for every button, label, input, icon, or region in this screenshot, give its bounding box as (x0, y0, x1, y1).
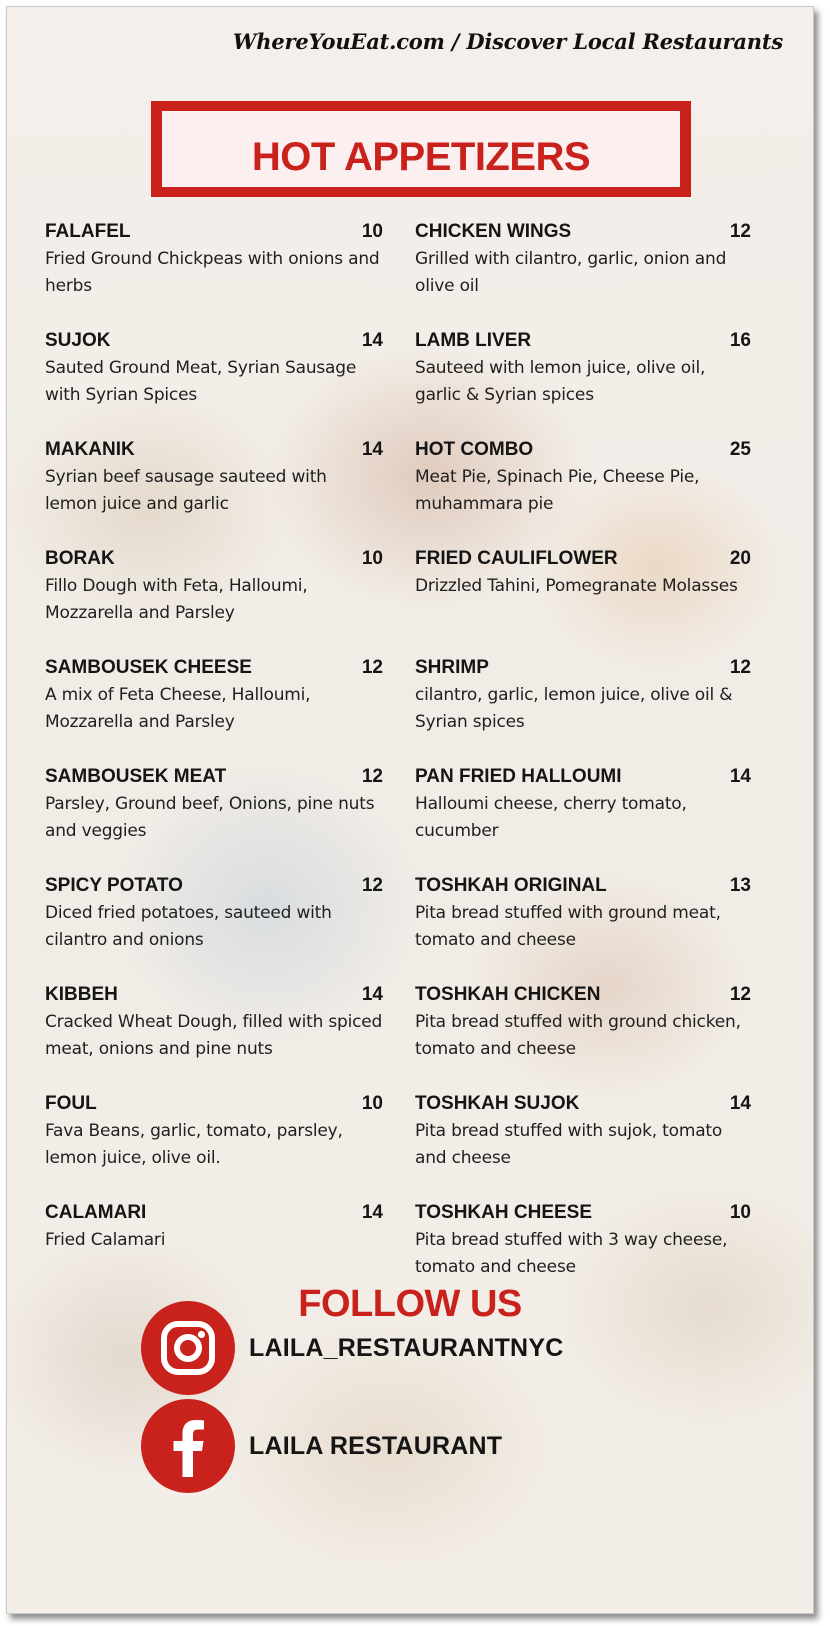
menu-item (45, 875, 383, 984)
item-price: 12 (361, 766, 383, 787)
item-name: KIBBEH (45, 984, 118, 1005)
menu-item (45, 221, 383, 330)
menu-item (415, 330, 751, 439)
instagram-link[interactable] (141, 1301, 563, 1395)
menu-item (415, 221, 751, 330)
item-description: Diced fried potatoes, sauteed with cilantro and onions (45, 903, 332, 950)
item-description: Pita bread stuffed with sujok, tomato and cheese (415, 1121, 723, 1168)
item-name: TOSHKAH CHEESE (415, 1202, 593, 1223)
item-description: Syrian beef sausage sauteed with lemon juice and garlic (45, 467, 327, 514)
item-name: SAMBOUSEK CHEESE (45, 657, 252, 678)
follow-us-heading: FOLLOW US (298, 1283, 522, 1325)
item-price: 14 (729, 766, 751, 787)
facebook-handle[interactable]: LAILA RESTAURANT (249, 1431, 503, 1460)
item-description: Sauted Ground Meat, Syrian Sausage with Syrian Spices (45, 358, 357, 405)
instagram-handle[interactable]: LAILA_RESTAURANTNYC (249, 1333, 564, 1362)
item-description: Fried Calamari (45, 1230, 166, 1250)
item-description: Cracked Wheat Dough, filled with spiced meat, onions and pine nuts (45, 1012, 383, 1059)
menu-item (415, 766, 751, 875)
menu-item (415, 439, 751, 548)
section-title-banner (151, 101, 691, 197)
item-name: FALAFEL (45, 221, 131, 242)
item-description: Fillo Dough with Feta, Halloumi, Mozzarella and Parsley (45, 576, 308, 623)
item-name: SHRIMP (415, 657, 489, 678)
item-name: FRIED CAULIFLOWER (415, 548, 618, 569)
item-price: 12 (729, 984, 751, 1005)
item-price: 14 (361, 439, 383, 460)
item-description: Grilled with cilantro, garlic, onion and olive oil (415, 249, 727, 296)
item-name: CALAMARI (45, 1202, 147, 1223)
item-name: LAMB LIVER (415, 330, 532, 351)
source-watermark: WhereYouEat.com / Discover Local Restaurants (232, 29, 783, 54)
item-name: FOUL (45, 1093, 97, 1114)
item-price: 10 (361, 548, 383, 569)
item-price: 14 (361, 330, 383, 351)
item-description: cilantro, garlic, lemon juice, olive oil & Syrian spices (415, 685, 733, 732)
item-name: HOT COMBO (415, 439, 534, 460)
item-description: Pita bread stuffed with ground chicken, tomato and cheese (415, 1012, 741, 1059)
item-price: 12 (729, 221, 751, 242)
item-price: 12 (361, 875, 383, 896)
menu-column-left (45, 221, 383, 1311)
item-name: SAMBOUSEK MEAT (45, 766, 227, 787)
item-price: 16 (729, 330, 751, 351)
item-name: SPICY POTATO (45, 875, 183, 896)
item-name: PAN FRIED HALLOUMI (415, 766, 622, 787)
item-price: 20 (729, 548, 751, 569)
item-price: 10 (361, 221, 383, 242)
item-price: 10 (361, 1093, 383, 1114)
item-price: 14 (361, 1202, 383, 1223)
menu-item (45, 657, 383, 766)
item-description: Meat Pie, Spinach Pie, Cheese Pie, muhammara pie (415, 467, 700, 514)
item-name: SUJOK (45, 330, 111, 351)
menu-item (415, 984, 751, 1093)
item-description: Fava Beans, garlic, tomato, parsley, lemon juice, olive oil. (45, 1121, 343, 1168)
item-price: 13 (729, 875, 751, 896)
item-description: Parsley, Ground beef, Onions, pine nuts and veggies (45, 794, 375, 841)
item-name: CHICKEN WINGS (415, 221, 572, 242)
item-description: Drizzled Tahini, Pomegranate Molasses (415, 576, 738, 596)
item-name: MAKANIK (45, 439, 135, 460)
menu-item (45, 330, 383, 439)
menu-item (45, 548, 383, 657)
menu-item (415, 1093, 751, 1202)
instagram-icon[interactable] (141, 1301, 235, 1395)
menu-item (45, 766, 383, 875)
menu-item (415, 875, 751, 984)
menu-item (415, 548, 751, 657)
item-price: 12 (729, 657, 751, 678)
item-description: A mix of Feta Cheese, Halloumi, Mozzarella and Parsley (45, 685, 311, 732)
item-price: 10 (729, 1202, 751, 1223)
menu-item (45, 984, 383, 1093)
facebook-link[interactable] (141, 1399, 502, 1493)
item-description: Halloumi cheese, cherry tomato, cucumber (415, 794, 687, 841)
menu-item (415, 657, 751, 766)
item-name: TOSHKAH ORIGINAL (415, 875, 607, 896)
item-description: Sauteed with lemon juice, olive oil, garlic & Syrian spices (415, 358, 706, 405)
item-price: 14 (361, 984, 383, 1005)
item-price: 25 (729, 439, 751, 460)
section-title-frame (160, 109, 682, 189)
item-name: TOSHKAH SUJOK (415, 1093, 580, 1114)
menu-page (6, 6, 814, 1614)
menu-item (45, 1093, 383, 1202)
item-name: BORAK (45, 548, 115, 569)
facebook-icon[interactable] (141, 1399, 235, 1493)
menu-column-right (415, 221, 751, 1311)
item-description: Fried Ground Chickpeas with onions and herbs (45, 249, 380, 296)
item-name: TOSHKAH CHICKEN (415, 984, 601, 1005)
item-description: Pita bread stuffed with ground meat, tomato and cheese (415, 903, 721, 950)
section-title: HOT APPETIZERS (251, 135, 591, 179)
item-description: Pita bread stuffed with 3 way cheese, tomato and cheese (415, 1230, 728, 1277)
item-price: 14 (729, 1093, 751, 1114)
menu-item (45, 439, 383, 548)
item-price: 12 (361, 657, 383, 678)
